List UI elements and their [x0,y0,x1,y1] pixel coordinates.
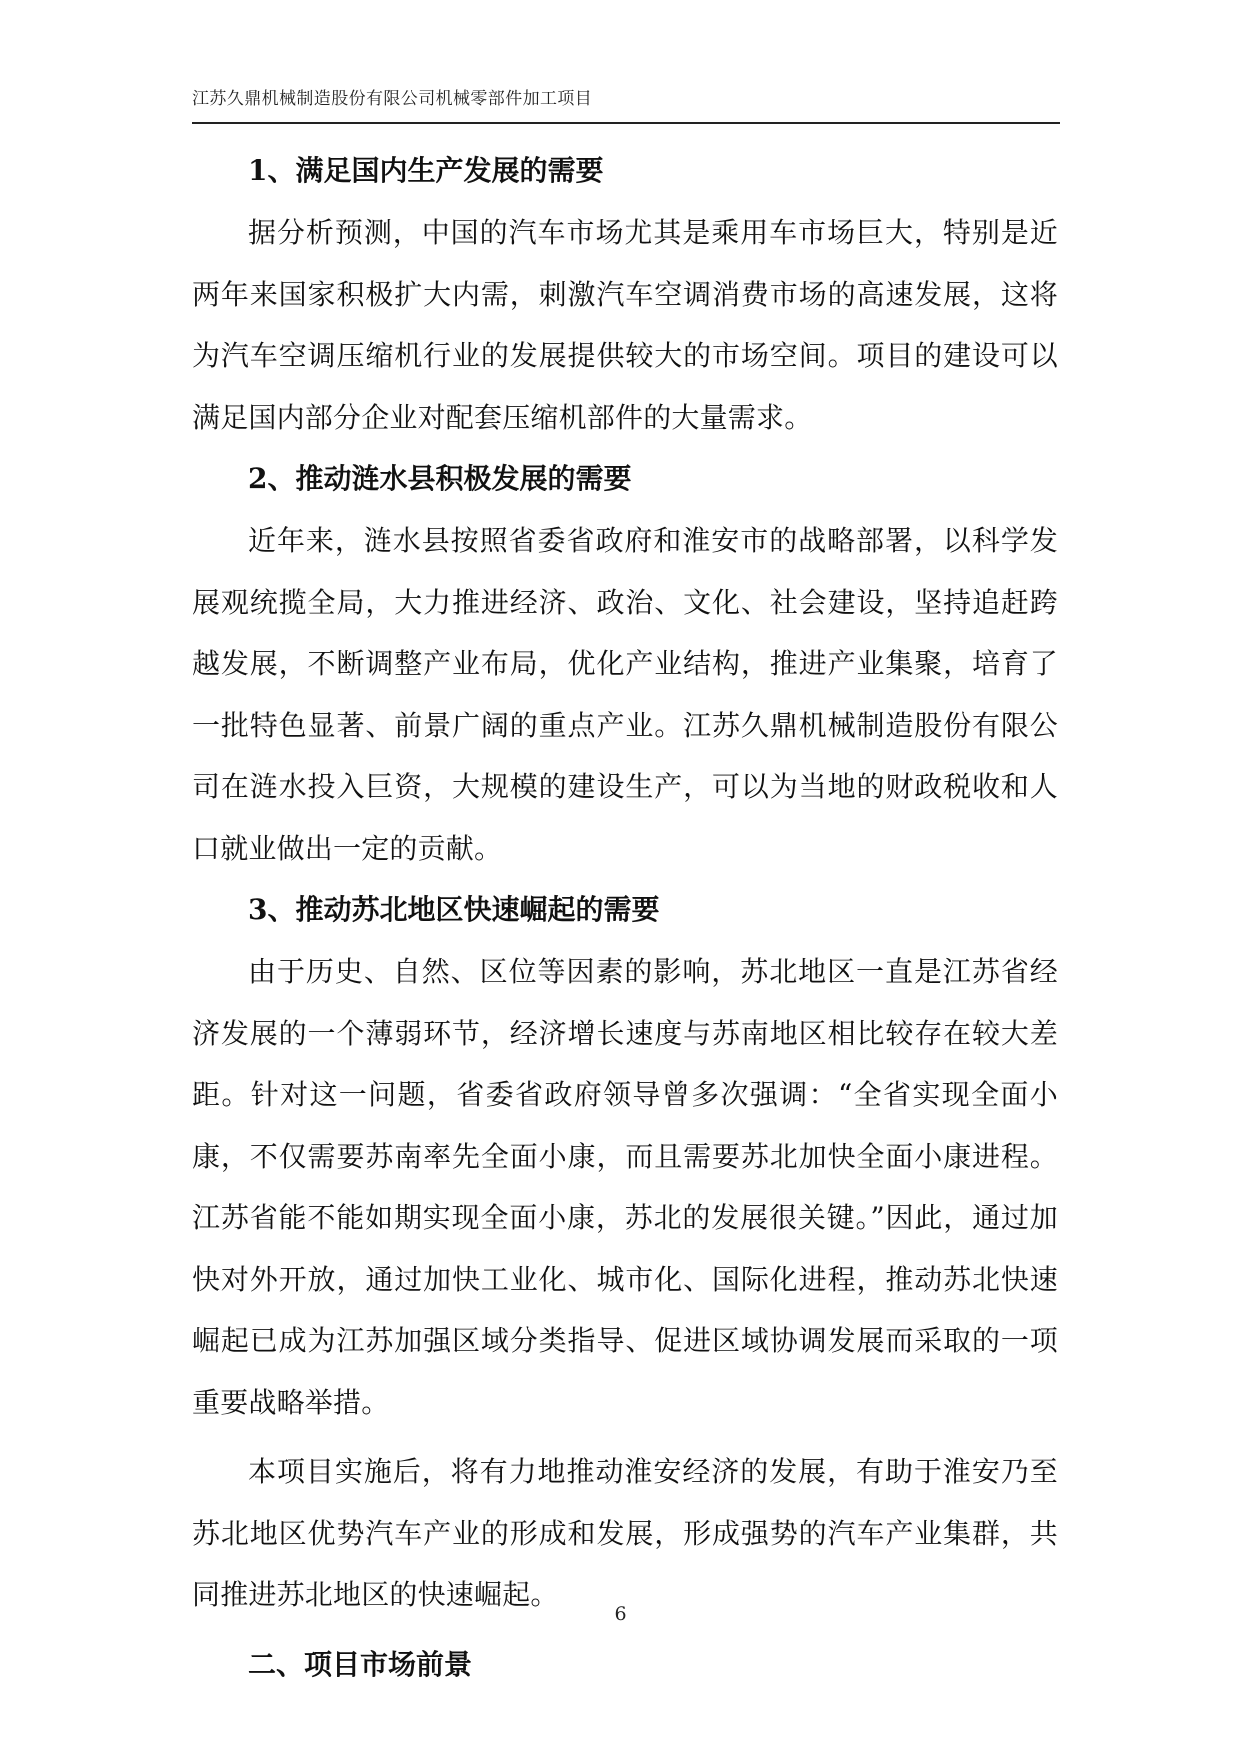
page-number: 6 [614,1603,627,1625]
section-1-paragraph-1: 据分析预测，中国的汽车市场尤其是乘用车市场巨大，特别是近两年来国家积极扩大内需，刺激汽车空调消费市场的高速发展，这将为汽车空调压缩机行业的发展提供较大的市场空间。项目的建设可以满足国内部分企业对配套压缩机部件的大量需求。 [192,216,1058,434]
section-heading-2: 2、推动涟水县积极发展的需要 [248,462,632,495]
paragraph-gap [192,1626,1058,1634]
section-heading-1: 1、满足国内生产发展的需要 [248,154,604,187]
section-2-paragraph-1: 近年来，涟水县按照省委省政府和淮安市的战略部署，以科学发展观统揽全局，大力推进经济、政治、文化、社会建设，坚持追赶跨越发展，不断调整产业布局，优化产业结构，推进产业集聚，培育了一批特色显著、前景广阔的重点产业。江苏久鼎机械制造股份有限公司在涟水投入巨资，大规模的建设生产，可以为当地的财政税收和人口就业做出一定的贡献。 [192,524,1058,865]
document-body [192,140,1058,1696]
section-3-paragraph-1: 由于历史、自然、区位等因素的影响，苏北地区一直是江苏省经济发展的一个薄弱环节，经济增长速度与苏南地区相比较存在较大差距。针对这一问题，省委省政府领导曾多次强调：“全省实现全面小康，不仅需要苏南率先全面小康，而且需要苏北加快全面小康进程。江苏省能不能如期实现全面小康，苏北的发展很关键。”因此，通过加快对外开放，通过加快工业化、城市化、国际化进程，推动苏北快速崛起已成为江苏加强区域分类指导、促进区域协调发展而采取的一项重要战略举措。 [192,955,1058,1419]
section-3-paragraph-2: 本项目实施后，将有力地推动淮安经济的发展，有助于淮安乃至苏北地区优势汽车产业的形成和发展，形成强势的汽车产业集群，共同推进苏北地区的快速崛起。 [192,1455,1058,1611]
paragraph-gap [192,1433,1058,1441]
header-title: 江苏久鼎机械制造股份有限公司机械零部件加工项目 [192,89,593,109]
section-heading-3: 3、推动苏北地区快速崛起的需要 [248,893,660,926]
page-header [192,84,1060,124]
chapter-heading-market-prospects: 二、项目市场前景 [248,1647,473,1681]
